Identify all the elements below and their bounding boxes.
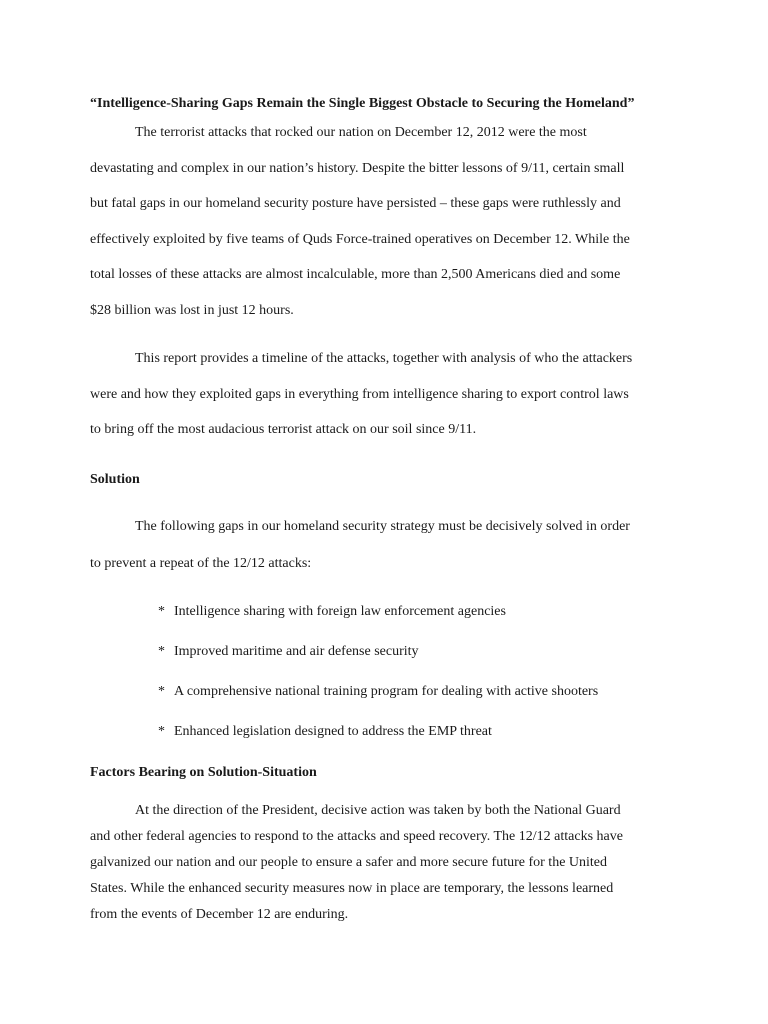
bullet-text: Improved maritime and air defense security bbox=[174, 644, 419, 659]
intro-paragraph bbox=[90, 124, 690, 338]
paragraph-line: to prevent a repeat of the 12/12 attacks: bbox=[90, 556, 312, 571]
gaps-bullet-list bbox=[158, 603, 598, 763]
bullet-marker: * bbox=[158, 724, 165, 739]
paragraph-line: devastating and complex in our nation’s history. Despite the bitter lessons of 9/11, certain small bbox=[90, 160, 625, 176]
bullet-text: A comprehensive national training program for dealing with active shooters bbox=[174, 684, 599, 699]
paragraph-line: to bring off the most audacious terrorist attack on our soil since 9/11. bbox=[90, 422, 477, 437]
paragraph-line: This report provides a timeline of the attacks, together with analysis of who the attackers bbox=[135, 351, 633, 366]
paragraph-line: galvanized our nation and our people to ensure a safer and more secure future for the United bbox=[90, 855, 608, 870]
bullet-text: Intelligence sharing with foreign law enforcement agencies bbox=[174, 604, 506, 619]
paragraph-line: total losses of these attacks are almost incalculable, more than 2,500 Americans died and some bbox=[90, 267, 621, 283]
bullet-marker: * bbox=[158, 644, 165, 659]
factors-paragraph bbox=[90, 802, 690, 932]
report-overview-paragraph bbox=[90, 350, 690, 457]
paragraph-line: from the events of December 12 are enduring. bbox=[90, 907, 349, 922]
paragraph-line: and other federal agencies to respond to the attacks and speed recovery. The 12/12 attacks have bbox=[90, 829, 623, 844]
paragraph-line: The following gaps in our homeland security strategy must be decisively solved in order bbox=[135, 519, 630, 534]
paragraph-line: $28 billion was lost in just 12 hours. bbox=[90, 302, 294, 318]
paragraph-line: At the direction of the President, decisive action was taken by both the National Guard bbox=[135, 803, 621, 818]
list-item bbox=[158, 603, 598, 621]
paragraph-line: effectively exploited by five teams of Quds Force-trained operatives on December 12. While the bbox=[90, 231, 630, 247]
paragraph-line: but fatal gaps in our homeland security posture have persisted – these gaps were ruthlessly and bbox=[90, 196, 621, 212]
list-item bbox=[158, 683, 598, 701]
solution-paragraph bbox=[90, 518, 690, 592]
list-item bbox=[158, 643, 598, 661]
factors-heading: Factors Bearing on Solution-Situation bbox=[90, 765, 317, 780]
bullet-marker: * bbox=[158, 684, 165, 699]
paragraph-line: were and how they exploited gaps in everything from intelligence sharing to export control laws bbox=[90, 386, 629, 402]
solution-heading: Solution bbox=[90, 472, 140, 487]
paragraph-line: The terrorist attacks that rocked our nation on December 12, 2012 were the most bbox=[135, 125, 587, 140]
list-item bbox=[158, 723, 598, 741]
bullet-marker: * bbox=[158, 604, 165, 619]
document-title: “Intelligence-Sharing Gaps Remain the Single Biggest Obstacle to Securing the Homeland” bbox=[90, 96, 635, 111]
bullet-text: Enhanced legislation designed to address the EMP threat bbox=[174, 724, 492, 739]
paragraph-line: States. While the enhanced security measures now in place are temporary, the lessons learned bbox=[90, 881, 614, 896]
